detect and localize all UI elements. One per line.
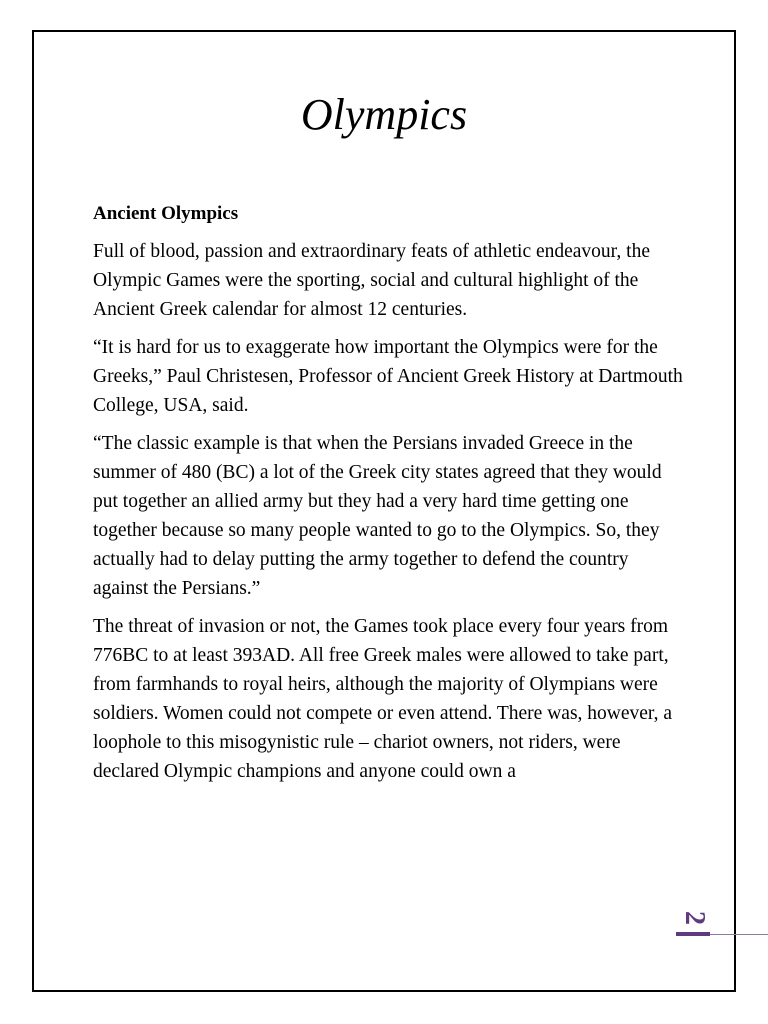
section-heading: Ancient Olympics xyxy=(93,203,239,224)
page-number-underline xyxy=(676,932,710,936)
page-number-rule xyxy=(710,934,768,935)
paragraph-persians-example: “The classic example is that when the Persians invaded Greece in the summer of 480 (BC) a lot of the Greek city states agreed that they would put together an allied army but they had a very hard time getting one together because so many people wanted to go to the Olympics. So, they actually had to delay putting the army together to defend the country against the Persians.” xyxy=(93,433,662,599)
paragraph-quote-christesen: “It is hard for us to exaggerate how important the Olympics were for the Greeks,” Paul Christesen, Professor of Ancient Greek History at Dartmouth College, USA, said. xyxy=(93,337,683,416)
paragraph-intro: Full of blood, passion and extraordinary feats of athletic endeavour, the Olympic Games were the sporting, social and cultural highlight of the Ancient Greek calendar for almost 12 centuries. xyxy=(93,241,650,320)
document-title: Olympics xyxy=(300,90,468,139)
document-body xyxy=(93,199,683,795)
page-number: 2 xyxy=(679,911,710,925)
paragraph-games-history: The threat of invasion or not, the Games took place every four years from 776BC to at least 393AD. All free Greek males were allowed to take part, from farmhands to royal heirs, although the majority of Olympians were soldiers. Women could not compete or even attend. There was, however, a loophole to this misogynistic rule – chariot owners, not riders, were declared Olympic champions and anyone could own a xyxy=(93,616,673,782)
